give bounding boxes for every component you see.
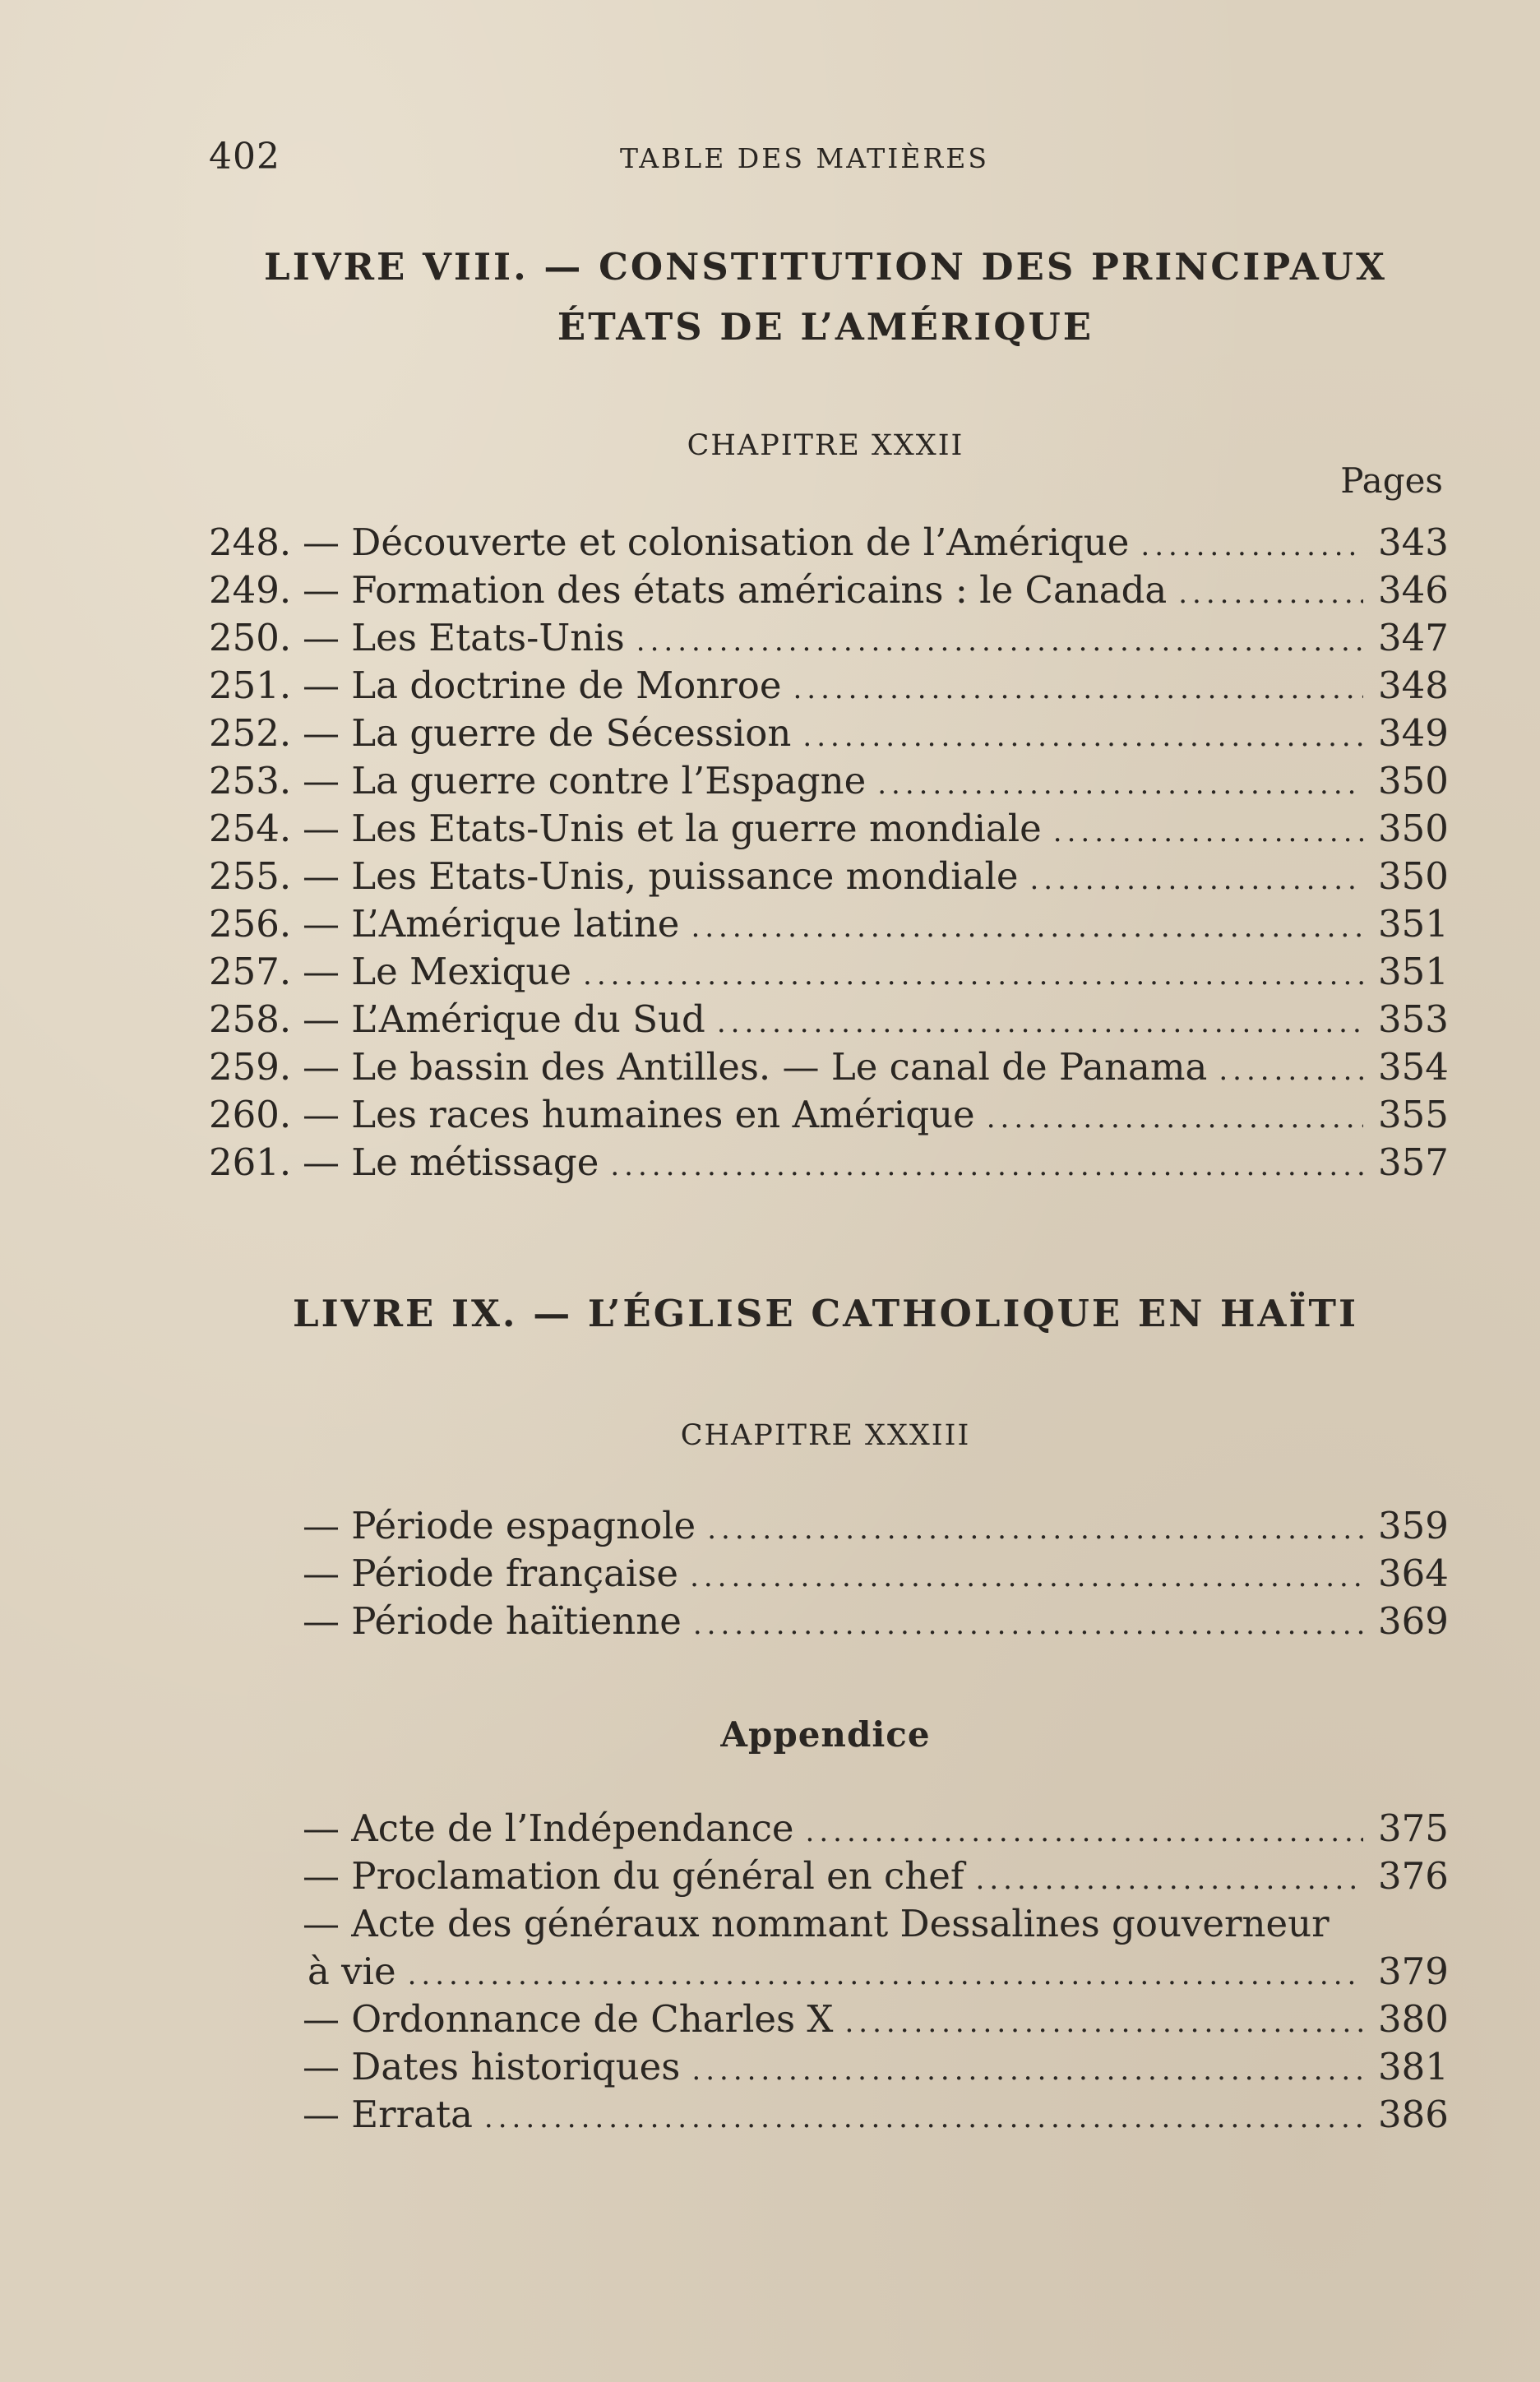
leader-dots bbox=[802, 720, 1363, 753]
toc-entry bbox=[209, 997, 1447, 1045]
entry-page: 354 bbox=[1378, 1045, 1449, 1089]
leader-dots bbox=[844, 2006, 1363, 2039]
toc-entry bbox=[209, 1093, 1447, 1140]
entry-label: — Dates historiques bbox=[303, 2045, 681, 2088]
entry-page: 355 bbox=[1378, 1093, 1449, 1136]
toc-book9 bbox=[209, 1504, 1447, 1647]
entry-number: 248. bbox=[209, 520, 292, 564]
entry-label: — Période haïtienne bbox=[303, 1599, 682, 1643]
entry-label: — Le Mexique bbox=[303, 950, 572, 993]
toc-entry bbox=[209, 759, 1447, 807]
toc-entry bbox=[209, 1806, 1447, 1854]
leader-dots bbox=[707, 1513, 1363, 1546]
toc-entry bbox=[209, 711, 1447, 759]
book8-title-line2: ÉTATS DE L’AMÉRIQUE bbox=[557, 305, 1094, 349]
entry-page: 381 bbox=[1378, 2045, 1449, 2088]
entry-label: — Acte de l’Indépendance bbox=[303, 1806, 794, 1850]
toc-entry bbox=[209, 1997, 1447, 2045]
leader-dots bbox=[484, 2102, 1363, 2135]
entry-page: 351 bbox=[1378, 950, 1449, 993]
toc-entry bbox=[209, 568, 1447, 616]
chapter-32-title: CHAPITRE XXXII bbox=[687, 429, 964, 462]
leader-dots bbox=[1178, 577, 1363, 610]
entry-label: — L’Amérique latine bbox=[303, 902, 680, 946]
chapter-33-title: CHAPITRE XXXIII bbox=[680, 1419, 971, 1452]
leader-dots bbox=[690, 1561, 1363, 1593]
entry-page: 348 bbox=[1378, 664, 1449, 707]
toc-entry bbox=[209, 2093, 1447, 2140]
entry-page: 369 bbox=[1378, 1599, 1449, 1643]
entry-number: 257. bbox=[209, 950, 292, 993]
entry-label: — La doctrine de Monroe bbox=[303, 664, 782, 707]
toc-entry bbox=[209, 1950, 1447, 1997]
entry-number: 256. bbox=[209, 902, 292, 946]
entry-page: 347 bbox=[1378, 616, 1449, 659]
entry-number: 249. bbox=[209, 568, 292, 612]
entry-page: 353 bbox=[1378, 997, 1449, 1041]
leader-dots bbox=[610, 1149, 1363, 1182]
leader-dots bbox=[636, 625, 1363, 658]
leader-dots bbox=[1029, 863, 1363, 896]
entry-label: — La guerre contre l’Espagne bbox=[303, 759, 867, 802]
leader-dots bbox=[691, 911, 1363, 944]
leader-dots bbox=[793, 673, 1363, 705]
entry-number: 251. bbox=[209, 664, 292, 707]
entry-number: 258. bbox=[209, 997, 292, 1041]
entry-page: 346 bbox=[1378, 568, 1449, 612]
leader-dots bbox=[976, 1863, 1363, 1896]
toc-entry bbox=[209, 1552, 1447, 1599]
entry-label: — Errata bbox=[303, 2093, 473, 2136]
appendix-title: Appendice bbox=[720, 1714, 931, 1755]
toc-entry bbox=[209, 1854, 1447, 1902]
entry-page: 350 bbox=[1378, 807, 1449, 850]
entry-label: — Acte des généraux nommant Dessalines gouverneur bbox=[303, 1902, 1330, 1945]
entry-page: 386 bbox=[1378, 2093, 1449, 2136]
entry-number: 254. bbox=[209, 807, 292, 850]
leader-dots bbox=[408, 1959, 1363, 1991]
entry-label: — Proclamation du général en chef bbox=[303, 1854, 964, 1898]
leader-dots bbox=[877, 768, 1363, 801]
leader-dots bbox=[1053, 816, 1363, 849]
entry-label: — Les Etats-Unis, puissance mondiale bbox=[303, 854, 1019, 898]
entry-page: 364 bbox=[1378, 1552, 1449, 1595]
entry-number: 252. bbox=[209, 711, 292, 755]
entry-label: — Formation des états américains : le Canada bbox=[303, 568, 1168, 612]
entry-page: 350 bbox=[1378, 854, 1449, 898]
entry-label: à vie bbox=[308, 1950, 396, 1993]
entry-page: 357 bbox=[1378, 1140, 1449, 1184]
entry-number: 253. bbox=[209, 759, 292, 802]
entry-number: 260. bbox=[209, 1093, 292, 1136]
page-number: 402 bbox=[209, 136, 280, 178]
running-title: TABLE DES MATIÈRES bbox=[620, 142, 989, 174]
entry-label: — La guerre de Sécession bbox=[303, 711, 792, 755]
toc-entry bbox=[209, 1045, 1447, 1093]
toc-entry bbox=[209, 902, 1447, 950]
entry-label: — Découverte et colonisation de l’Amérique bbox=[303, 520, 1130, 564]
leader-dots bbox=[987, 1102, 1363, 1135]
leader-dots bbox=[583, 959, 1363, 992]
entry-number: 255. bbox=[209, 854, 292, 898]
entry-label: — Les Etats-Unis et la guerre mondiale bbox=[303, 807, 1042, 850]
leader-dots bbox=[691, 2054, 1363, 2087]
toc-book8 bbox=[209, 520, 1447, 1188]
toc-entry bbox=[209, 664, 1447, 711]
entry-number: 261. bbox=[209, 1140, 292, 1184]
toc-entry bbox=[209, 1599, 1447, 1647]
entry-label: — L’Amérique du Sud bbox=[303, 997, 705, 1041]
entry-page: 380 bbox=[1378, 1997, 1449, 2041]
entry-label: — Le métissage bbox=[303, 1140, 599, 1184]
leader-dots bbox=[693, 1608, 1363, 1641]
entry-page: 359 bbox=[1378, 1504, 1449, 1547]
entry-page: 376 bbox=[1378, 1854, 1449, 1898]
entry-label: — Période espagnole bbox=[303, 1504, 696, 1547]
toc-entry bbox=[209, 520, 1447, 568]
entry-page: 349 bbox=[1378, 711, 1449, 755]
entry-page: 351 bbox=[1378, 902, 1449, 946]
entry-page: 379 bbox=[1378, 1950, 1449, 1993]
entry-label: — Ordonnance de Charles X bbox=[303, 1997, 834, 2041]
toc-entry bbox=[209, 1140, 1447, 1188]
entry-number: 250. bbox=[209, 616, 292, 659]
toc-entry bbox=[209, 807, 1447, 854]
toc-entry bbox=[209, 1902, 1447, 1950]
book9-title: LIVRE IX. — L’ÉGLISE CATHOLIQUE EN HAÏTI bbox=[292, 1292, 1359, 1335]
toc-entry bbox=[209, 950, 1447, 997]
pages-label: Pages bbox=[1340, 460, 1443, 501]
entry-page: 375 bbox=[1378, 1806, 1449, 1850]
toc-appendix bbox=[209, 1806, 1447, 2140]
running-head bbox=[209, 136, 1442, 185]
entry-page: 343 bbox=[1378, 520, 1449, 564]
entry-number: 259. bbox=[209, 1045, 292, 1089]
book8-title-line1: LIVRE VIII. — CONSTITUTION DES PRINCIPAUX bbox=[264, 245, 1387, 289]
entry-label: — Le bassin des Antilles. — Le canal de Panama bbox=[303, 1045, 1208, 1089]
entry-page: 350 bbox=[1378, 759, 1449, 802]
leader-dots bbox=[1219, 1054, 1363, 1087]
entry-label: — Les races humaines en Amérique bbox=[303, 1093, 975, 1136]
leader-dots bbox=[806, 1815, 1363, 1848]
toc-entry bbox=[209, 854, 1447, 902]
toc-entry bbox=[209, 2045, 1447, 2093]
toc-entry bbox=[209, 616, 1447, 664]
entry-label: — Les Etats-Unis bbox=[303, 616, 625, 659]
leader-dots bbox=[1140, 530, 1363, 562]
entry-label: — Période française bbox=[303, 1552, 679, 1595]
leader-dots bbox=[717, 1006, 1363, 1039]
toc-entry bbox=[209, 1504, 1447, 1552]
